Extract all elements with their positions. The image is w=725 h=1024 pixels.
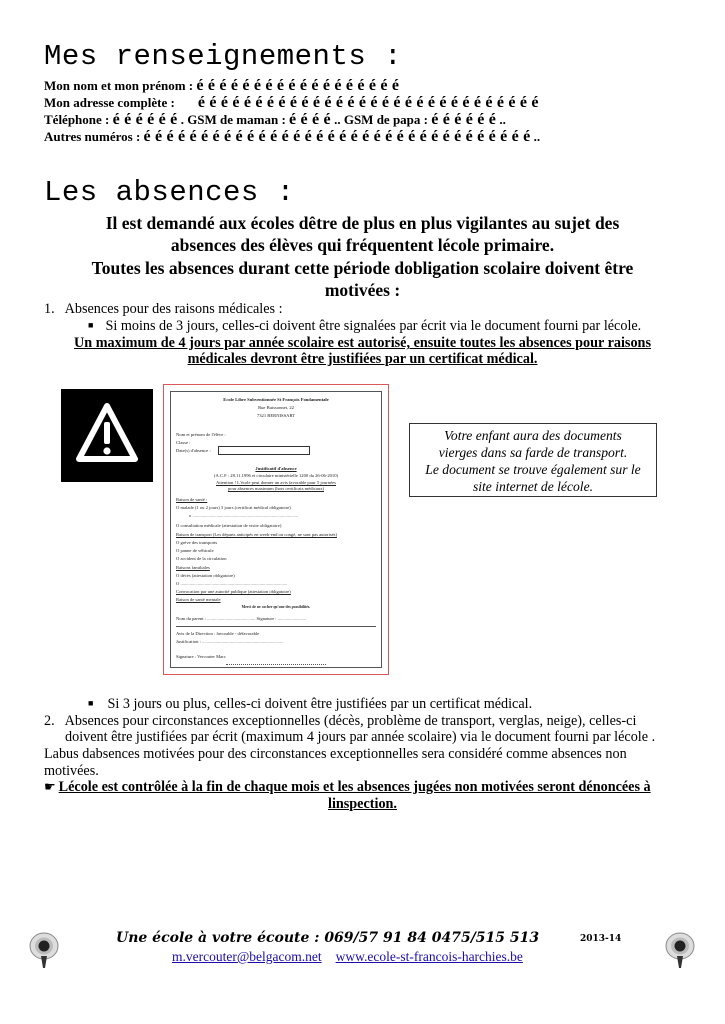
- control-line: [44, 779, 651, 795]
- list-text: Absences pour des raisons médicales :: [64, 301, 283, 317]
- info-row-nom: [44, 77, 399, 94]
- doc-divider: [176, 626, 376, 627]
- bullet-text: Si moins de 3 jours, celles-ci doivent être signalées par écrit via le document fourni par lécole.: [105, 318, 642, 334]
- pointing-hand-icon: ☛: [44, 779, 56, 794]
- doc-line: O malade (1 ou 2 jours) 3 jours (certificat médical obligatoire): [176, 505, 291, 510]
- info-dots: é é é é é é é é é é é é é é é é é é é é é é é é é é é é é é: [197, 94, 539, 111]
- doc-direction: Avis de la Direction : favorable - défavorable: [176, 631, 260, 636]
- doc-line: O grève des transports: [176, 540, 218, 545]
- doc-parent: Nom du parent : .......................................... Signature : .........................: [176, 616, 307, 621]
- doc-line: Raison de transport (Les départs anticipés en week-end ou congé, ne sont pas autorisés): [176, 532, 337, 537]
- info-row-autres: [44, 128, 540, 145]
- doc-line: Raisons familiales: [176, 565, 210, 570]
- doc-merci: Merci de ne cocher qu'une des possibilités.: [241, 605, 311, 609]
- doc-dates-field: Date(s) d'absence :: [176, 448, 211, 453]
- doc-line: o ............................................................................................: [189, 513, 299, 518]
- doc-justification: Justification : .......................................................................: [176, 639, 284, 644]
- info-end: ..: [530, 129, 541, 144]
- section-title-absences: Les absences :: [44, 176, 295, 209]
- doc-heading: Justificatif d'absence: [255, 466, 297, 471]
- rule-line: Un maximum de 4 jours par année scolaire est autorisé, ensuite toutes les absences pour raisons: [74, 335, 651, 351]
- doc-city: 7321 BERNISSART: [256, 413, 296, 418]
- website-link[interactable]: www.ecole-st-francois-harchies.be: [335, 949, 523, 964]
- doc-ref: (A.C.F : 28.11.1996 et circulaire ministérielle 1200 du 26-06-2010): [213, 473, 339, 478]
- doc-line: O décès (attestation obligatoire): [176, 573, 235, 578]
- warning-icon: [61, 389, 153, 482]
- absence-document-image: [163, 384, 389, 675]
- document-page: [170, 391, 382, 668]
- info-label: Mon nom et mon prénom :: [44, 78, 197, 93]
- doc-line: Raison de santé :: [176, 497, 208, 502]
- doc-line: Raison de santé mentale: [176, 597, 221, 602]
- footer-slogan: Une école à votre écoute : 069/57 91 84 0475/515 513: [116, 930, 540, 946]
- section-title-renseignements: Mes renseignements :: [44, 40, 403, 73]
- abuse-text: Labus dabsences motivées pour des circonstances exceptionnelles sera considéré comme absences non: [44, 746, 627, 762]
- doc-street: Rue Buissonnet, 22: [258, 405, 294, 410]
- info-row-telephone: [44, 111, 506, 128]
- doc-class-field: Classe :: [176, 440, 191, 445]
- square-bullet-icon: ■: [88, 320, 94, 330]
- list-text: Absences pour circonstances exceptionnelles (décès, problème de transport, verglas, neige), celles-ci: [64, 713, 637, 729]
- list-item-1: [44, 301, 283, 317]
- note-line: Le document se trouve également sur le: [425, 462, 641, 477]
- email-link[interactable]: m.vercouter@belgacom.net: [172, 949, 322, 964]
- footer-links: [172, 949, 523, 965]
- info-dots: é é é é é é é é é é é é é é é é é é: [196, 77, 400, 94]
- list-item-2: [44, 713, 636, 729]
- warning-line: absences des élèves qui fréquentent lécole primaire.: [170, 235, 555, 255]
- info-dots: é é é é é é: [112, 111, 178, 128]
- doc-line: O panne de véhicule: [176, 548, 214, 553]
- doc-name-field: Nom et prénom de l'élève :: [176, 432, 226, 437]
- doc-line: O .............................................................................................: [176, 581, 288, 586]
- info-dots: é é é é: [289, 111, 331, 128]
- list-text-cont: doivent être justifiées par écrit (maximum 4 jours par année scolaire) via le document fourni par lécole .: [65, 729, 656, 745]
- rule-line: médicales devront être justifiées par un certificat médical.: [187, 351, 538, 367]
- warning-line: Toutes les absences durant cette période dobligation scolaire doivent être: [91, 258, 634, 278]
- note-line: Votre enfant aura des documents: [444, 428, 622, 443]
- warning-line: motivées :: [324, 280, 401, 300]
- doc-attention: pour absences maximum (hors certificats médicaux): [227, 486, 325, 491]
- doc-school: Ecole Libre Subventionnée St François Fondamentale: [223, 397, 329, 402]
- doc-signature-line: [226, 664, 326, 665]
- bullet-item: [88, 318, 641, 335]
- note-line: vierges dans sa farde de transport.: [438, 445, 628, 460]
- abuse-text: motivées.: [44, 763, 99, 779]
- info-dots: é é é é é é: [431, 111, 497, 128]
- info-label: Autres numéros :: [44, 129, 144, 144]
- control-text: Lécole est contrôlée à la fin de chaque mois et les absences jugées non motivées seront dénoncées à: [58, 779, 651, 795]
- footer-year: 2013-14: [580, 934, 622, 944]
- list-number: 1.: [44, 301, 55, 317]
- control-line: linspection.: [328, 796, 397, 812]
- info-row-adresse: [44, 94, 539, 111]
- info-label: Téléphone :: [44, 112, 113, 127]
- info-end: ..: [496, 112, 506, 127]
- info-label: Mon adresse complète :: [44, 95, 175, 110]
- doc-line: Convocation par une autorité publique (attestation obligatoire): [176, 589, 291, 594]
- doc-line: O consultation médicale (attestation de visite obligatoire): [176, 523, 282, 528]
- info-label-gsm-papa: .. GSM de papa :: [330, 112, 432, 127]
- speaker-logo-icon: [28, 930, 60, 970]
- note-line: site internet de lécole.: [472, 479, 594, 494]
- warning-line: Il est demandé aux écoles dêtre de plus en plus vigilantes au sujet des: [105, 213, 620, 233]
- info-dots: é é é é é é é é é é é é é é é é é é é é é é é é é é é é é é é é é é: [143, 128, 531, 145]
- doc-attention: Attention ! L'école peut donner un avis favorable pour 5 journées: [216, 480, 336, 485]
- speaker-logo-icon: [664, 930, 696, 970]
- bullet-text: Si 3 jours ou plus, celles-ci doivent être justifiées par un certificat médical.: [107, 696, 533, 712]
- bullet-item: [88, 696, 532, 713]
- note-box: [409, 423, 657, 497]
- info-label-gsm-maman: . GSM de maman :: [177, 112, 290, 127]
- list-number: 2.: [44, 713, 55, 729]
- square-bullet-icon: ■: [88, 698, 94, 708]
- doc-line: O accident de la circulation: [176, 556, 227, 561]
- doc-dates-box: [218, 446, 310, 455]
- doc-signature: Signature : Vercouter Marc: [176, 654, 226, 659]
